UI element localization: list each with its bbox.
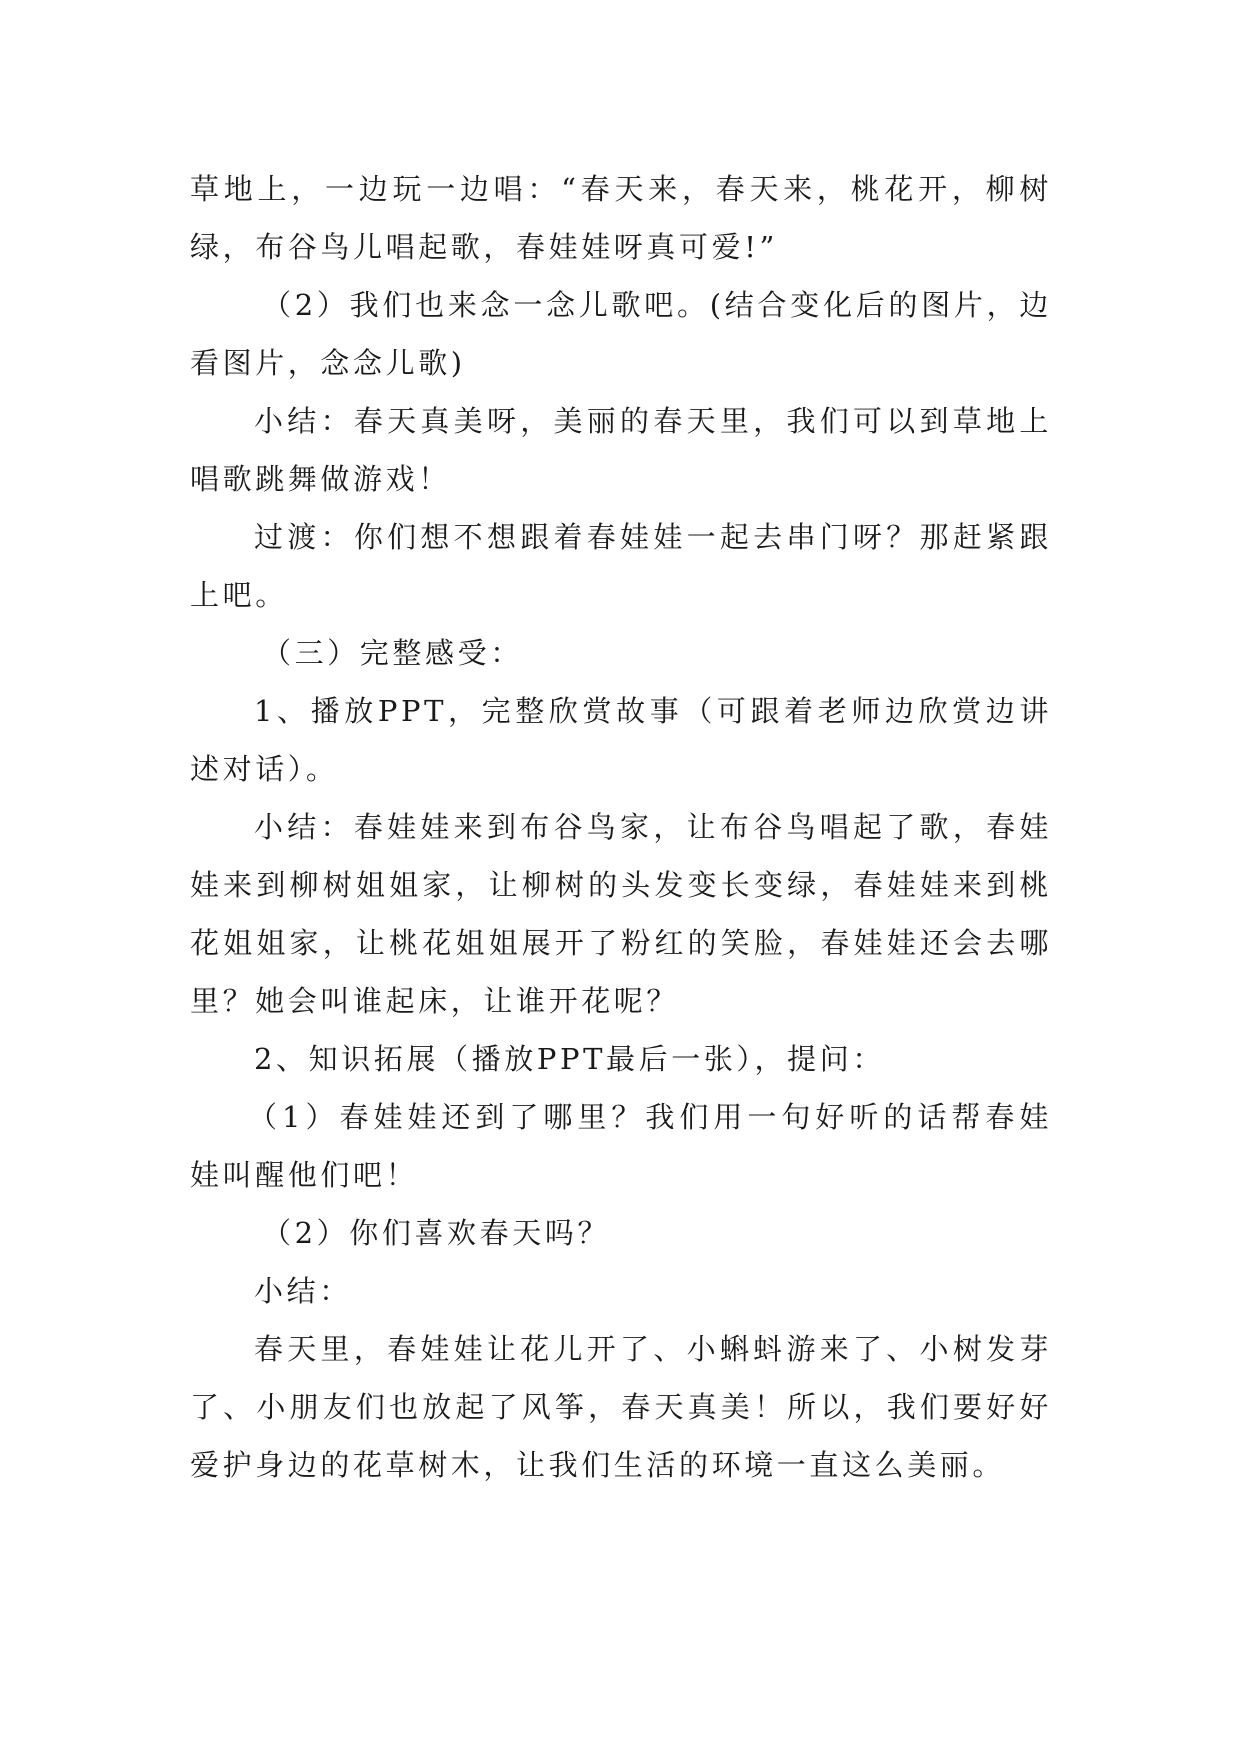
- paragraph-summary-spring-beautiful: 小结：春天真美呀，美丽的春天里，我们可以到草地上唱歌跳舞做游戏！: [190, 404, 1052, 496]
- paragraph-question-2: （2）你们喜欢春天吗？: [262, 1216, 611, 1250]
- paragraph-question-1: （1）春娃娃还到了哪里？我们用一句好听的话帮春娃娃叫醒他们吧！: [190, 1100, 1052, 1192]
- section-heading-complete-feeling: （三）完整感受：: [262, 636, 523, 670]
- paragraph-final-summary: 春天里，春娃娃让花儿开了、小蝌蚪游来了、小树发芽了、小朋友们也放起了风筝，春天真美！所以，我们要好好爱护身边的花草树木，让我们生活的环境一直这么美丽。: [190, 1332, 1052, 1482]
- paragraph-recite-song: （2）我们也来念一念儿歌吧。(结合变化后的图片，边看图片，念念儿歌): [190, 288, 1052, 380]
- paragraph-knowledge-extension: 2、知识拓展（播放PPT最后一张），提问：: [254, 1042, 885, 1076]
- paragraph-transition: 过渡：你们想不想跟着春娃娃一起去串门呀？那赶紧跟上吧。: [190, 520, 1052, 612]
- paragraph-summary-label: 小结：: [254, 1274, 352, 1308]
- paragraph-summary-story: 小结：春娃娃来到布谷鸟家，让布谷鸟唱起了歌，春娃娃来到柳树姐姐家，让柳树的头发变长变绿，春娃娃来到桃花姐姐家，让桃花姐姐展开了粉红的笑脸，春娃娃还会去哪里？她会叫谁起床，让谁开花呢？: [190, 810, 1052, 1018]
- paragraph-play-ppt: 1、播放PPT，完整欣赏故事（可跟着老师边欣赏边讲述对话）。: [190, 694, 1052, 786]
- document-body: [190, 160, 1052, 1494]
- paragraph-song-continued: 草地上，一边玩一边唱：“春天来，春天来，桃花开，柳树绿，布谷鸟儿唱起歌，春娃娃呀真可爱!”: [190, 172, 1052, 264]
